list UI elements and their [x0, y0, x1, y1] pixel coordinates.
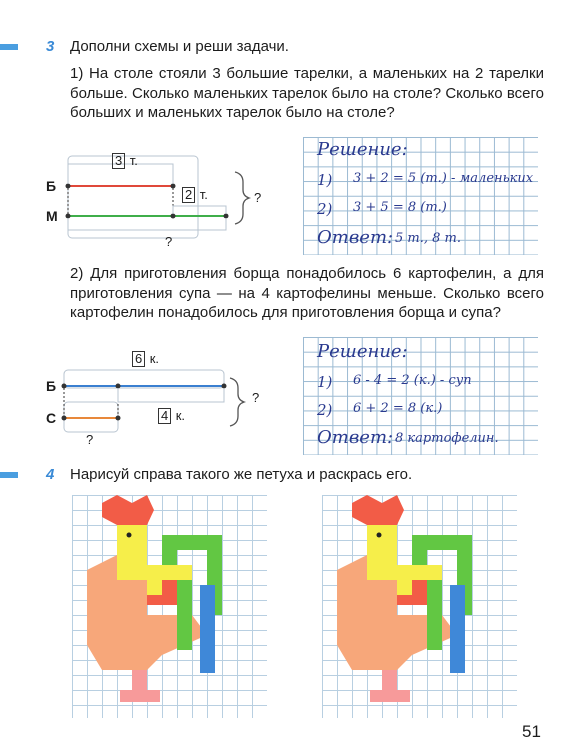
scheme-2-bottom-question: ?: [86, 432, 94, 447]
solution-2-step-2: 6 + 2 = 8 (к.): [353, 401, 443, 416]
scheme-2: [40, 350, 280, 450]
solution-1-step-2: 3 + 5 = 8 (т.): [353, 200, 447, 215]
solution-1-step-1: 3 + 2 = 5 (т.) - маленьких: [353, 171, 534, 186]
solution-2-answer: 8 картофелин.: [395, 431, 499, 446]
solution-1-title: Решение:: [317, 139, 408, 160]
scheme-2-row-label-b: Б: [46, 378, 57, 394]
scheme-2-mid-unit: к.: [175, 408, 185, 423]
scheme-1-row-label-m: М: [46, 208, 58, 224]
scheme-1-top-label: [112, 152, 138, 170]
section-marker: [0, 44, 18, 50]
section-marker: [0, 472, 18, 478]
scheme-1-mid-unit: т.: [199, 187, 208, 202]
solution-1-answer-label: Ответ:: [317, 227, 394, 248]
solution-1-step-1-number: 1): [317, 171, 333, 189]
rooster-picture-left: [72, 495, 267, 718]
scheme-2-top-value: 6: [132, 351, 145, 367]
scheme-1-top-unit: т.: [129, 153, 138, 168]
solution-1-answer: 5 т., 8 т.: [395, 231, 461, 246]
solution-1-grid: [303, 137, 538, 255]
task-heading: Дополни схемы и реши задачи.: [70, 38, 289, 55]
problem-1-text: 1) На столе стояли 3 большие тарелки, а маленьких на 2 тарелки больше. Сколько маленьких тарелок было на столе? Сколько всего больших и маленьких тарелок было на столе?: [70, 65, 544, 121]
task-heading: Нарисуй справа такого же петуха и раскрась его.: [70, 466, 413, 483]
scheme-1: [40, 148, 280, 258]
rooster-picture-right: [322, 495, 517, 718]
task-number: 4: [46, 466, 55, 483]
solution-2-grid: [303, 337, 538, 455]
scheme-2-top-unit: к.: [149, 351, 159, 366]
solution-2-step-1-number: 1): [317, 373, 333, 391]
solution-2-title: Решение:: [317, 341, 408, 362]
scheme-1-top-value: 3: [112, 153, 125, 169]
rooster-grid-left: [72, 495, 267, 718]
rooster-grid-right: [322, 495, 517, 718]
scheme-2-row-label-s: С: [46, 410, 57, 426]
scheme-2-mid-value: 4: [158, 408, 171, 424]
scheme-1-bottom-question: ?: [165, 234, 173, 249]
scheme-1-row-label-b: Б: [46, 178, 57, 194]
scheme-1-right-question: ?: [254, 190, 262, 205]
solution-2-answer-label: Ответ:: [317, 427, 394, 448]
task-number: 3: [46, 38, 55, 55]
solution-2-step-2-number: 2): [317, 401, 333, 419]
scheme-2-right-question: ?: [252, 390, 260, 405]
problem-2-text: 2) Для приготовления борща понадобилось 6 картофелин, а для приготовления супа — на 4 картофелины меньше. Сколько всего картофелин понадобилось для приготовления борща и супа?: [70, 265, 544, 321]
page-number: 51: [522, 722, 541, 741]
solution-1-step-2-number: 2): [317, 200, 333, 218]
solution-2-step-1: 6 - 4 = 2 (к.) - суп: [353, 373, 472, 388]
scheme-2-top-label: [132, 350, 159, 368]
scheme-2-mid-label: [158, 407, 185, 425]
scheme-1-diagram: [40, 148, 280, 258]
scheme-1-mid-label: [182, 186, 208, 204]
scheme-1-mid-value: 2: [182, 187, 195, 203]
scheme-2-diagram: [40, 350, 280, 450]
